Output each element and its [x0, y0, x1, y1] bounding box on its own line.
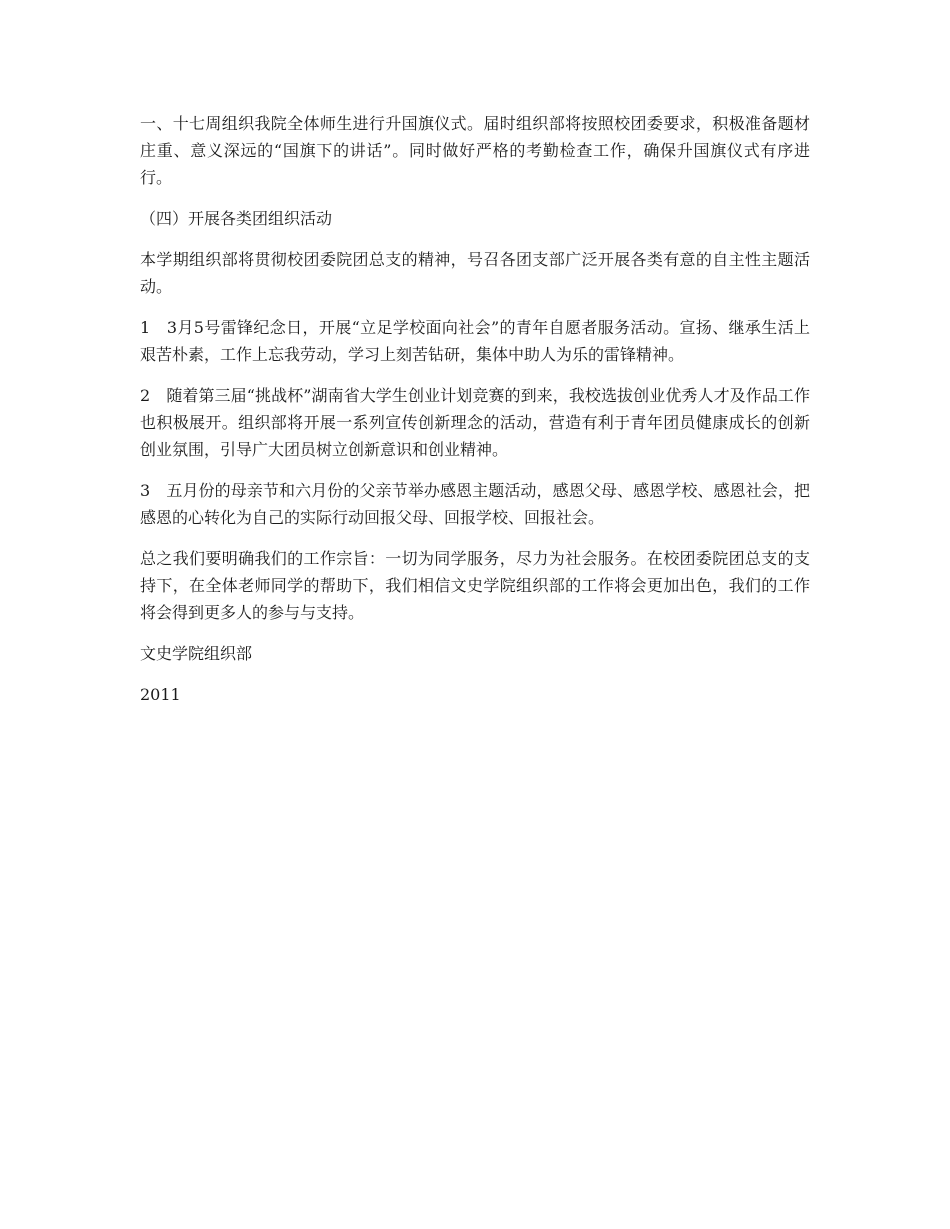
- paragraph-item-3: 3 五月份的母亲节和六月份的父亲节举办感恩主题活动，感恩父母、感恩学校、感恩社会，把感恩的心转化为自己的实际行动回报父母、回报学校、回报社会。: [140, 481, 810, 527]
- paragraph-flag-ceremony: 一、十七周组织我院全体师生进行升国旗仪式。届时组织部将按照校团委要求，积极准备题材庄重、意义深远的“国旗下的讲话”。同时做好严格的考勤检查工作，确保升国旗仪式有序进行。: [140, 114, 810, 187]
- paragraph-activities-intro: 本学期组织部将贯彻校团委院团总支的精神，号召各团支部广泛开展各类有意的自主性主题活动。: [140, 250, 810, 296]
- signature-department: 文史学院组织部: [140, 644, 253, 663]
- section-heading-activities: （四）开展各类团组织活动: [140, 209, 333, 228]
- paragraph-item-1: 1 3月5号雷锋纪念日，开展“立足学校面向社会”的青年自愿者服务活动。宣扬、继承生活上艰苦朴素，工作上忘我劳动，学习上刻苦钻研，集体中助人为乐的雷锋精神。: [140, 318, 810, 364]
- paragraph-summary: 总之我们要明确我们的工作宗旨：一切为同学服务，尽力为社会服务。在校团委院团总支的支持下，在全体老师同学的帮助下，我们相信文史学院组织部的工作将会更加出色，我们的工作将会得到更多人的参与与支持。: [140, 549, 810, 622]
- signature-year: 2011: [140, 685, 181, 704]
- document-body: [140, 110, 810, 722]
- paragraph-item-2: 2 随着第三届“挑战杯”湖南省大学生创业计划竞赛的到来，我校选拔创业优秀人才及作品工作也积极展开。组织部将开展一系列宣传创新理念的活动，营造有利于青年团员健康成长的创新创业氛围，引导广大团员树立创新意识和创业精神。: [140, 386, 810, 459]
